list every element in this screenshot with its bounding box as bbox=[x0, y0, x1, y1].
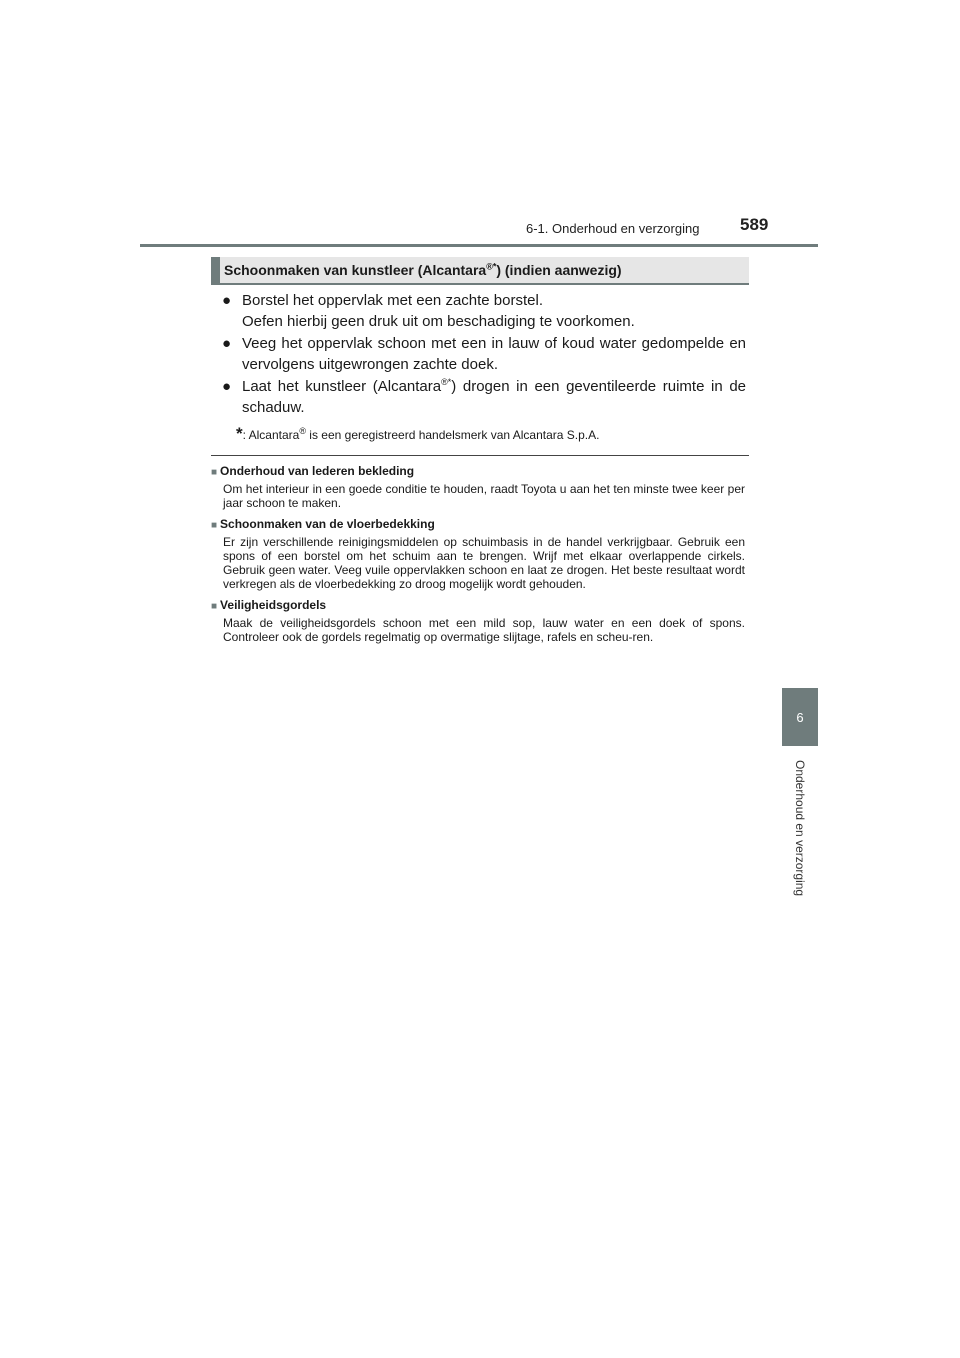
note-title bbox=[211, 598, 745, 614]
bullet-item bbox=[222, 333, 746, 375]
note-item bbox=[211, 464, 745, 510]
note-text: Er zijn verschillende reinigingsmiddelen op schuimbasis in de handel verkrijgbaar. Gebruik een spons of een borstel om het schuim aan te brengen. Wrijf met elkaar overlappende cirkels. Gebruik geen water. Veeg vuile oppervlakken schoon en laat ze drogen. Het beste resultaat wordt verkregen als de vloerbedekking zo droog mogelijk wordt gehouden. bbox=[223, 535, 745, 591]
section-title bbox=[224, 262, 622, 278]
section-title-post: ) (indien aanwezig) bbox=[496, 262, 622, 278]
chapter-tab bbox=[782, 688, 818, 746]
bullet-list bbox=[222, 290, 746, 419]
section-heading-box bbox=[211, 257, 749, 285]
bullet-text bbox=[242, 376, 746, 418]
header-section-title: 6-1. Onderhoud en verzorging bbox=[526, 221, 700, 236]
bullet-text: Borstel het oppervlak met een zachte borstel. bbox=[242, 292, 543, 309]
bullet-dot-icon: ● bbox=[222, 292, 232, 309]
chapter-number: 6 bbox=[796, 709, 804, 725]
footnote-pre: : Alcantara bbox=[242, 428, 300, 442]
note-text: Maak de veiligheidsgordels schoon met een mild sop, lauw water en een doek of spons. Controleer ook de gordels regelmatig op overmatige slijtage, rafels en scheu-ren. bbox=[223, 616, 745, 644]
section-title-mark: ®* bbox=[486, 261, 497, 272]
bullet-item bbox=[222, 290, 746, 332]
bullet-text-pre: Laat het kunstleer (Alcantara bbox=[242, 378, 442, 395]
bullet-text: Oefen hierbij geen druk uit om beschadiging te voorkomen. bbox=[242, 313, 635, 330]
footnote-star: * bbox=[236, 424, 243, 443]
bullet-item bbox=[222, 376, 746, 418]
note-item bbox=[211, 598, 745, 644]
note-title-text: Schoonmaken van de vloerbedekking bbox=[220, 517, 435, 531]
note-title bbox=[211, 517, 745, 533]
bullet-dot-icon: ● bbox=[222, 335, 232, 352]
notes-divider bbox=[211, 455, 749, 456]
square-bullet-icon: ■ bbox=[211, 467, 218, 478]
chapter-side-label-text: Onderhoud en verzorging bbox=[793, 760, 807, 897]
bullet-text-mark: ®* bbox=[441, 377, 452, 387]
square-bullet-icon: ■ bbox=[211, 601, 218, 612]
bullet-text: Veeg het oppervlak schoon met een in lauw of koud water gedompelde en vervolgens uitgewrongen zachte doek. bbox=[242, 335, 746, 373]
square-bullet-icon: ■ bbox=[211, 520, 218, 531]
note-title bbox=[211, 464, 745, 480]
note-text: Om het interieur in een goede conditie te houden, raadt Toyota u aan het ten minste twee keer per jaar schoon te maken. bbox=[223, 482, 745, 510]
header-divider bbox=[140, 244, 818, 247]
footnote bbox=[236, 424, 599, 444]
footnote-post: is een geregistreerd handelsmerk van Alcantara S.p.A. bbox=[305, 428, 600, 442]
note-title-text: Veiligheidsgordels bbox=[220, 598, 327, 612]
note-title-text: Onderhoud van lederen bekleding bbox=[220, 464, 415, 478]
section-heading-bar bbox=[211, 257, 220, 283]
bullet-dot-icon: ● bbox=[222, 378, 232, 395]
footnote-mark: ® bbox=[299, 426, 306, 436]
section-title-pre: Schoonmaken van kunstleer (Alcantara bbox=[224, 262, 487, 278]
page-number: 589 bbox=[740, 215, 769, 234]
bullet-text-post: ) drogen in een geventileerde ruimte in de schaduw. bbox=[242, 378, 746, 416]
notes-list bbox=[211, 464, 745, 651]
note-item bbox=[211, 517, 745, 591]
